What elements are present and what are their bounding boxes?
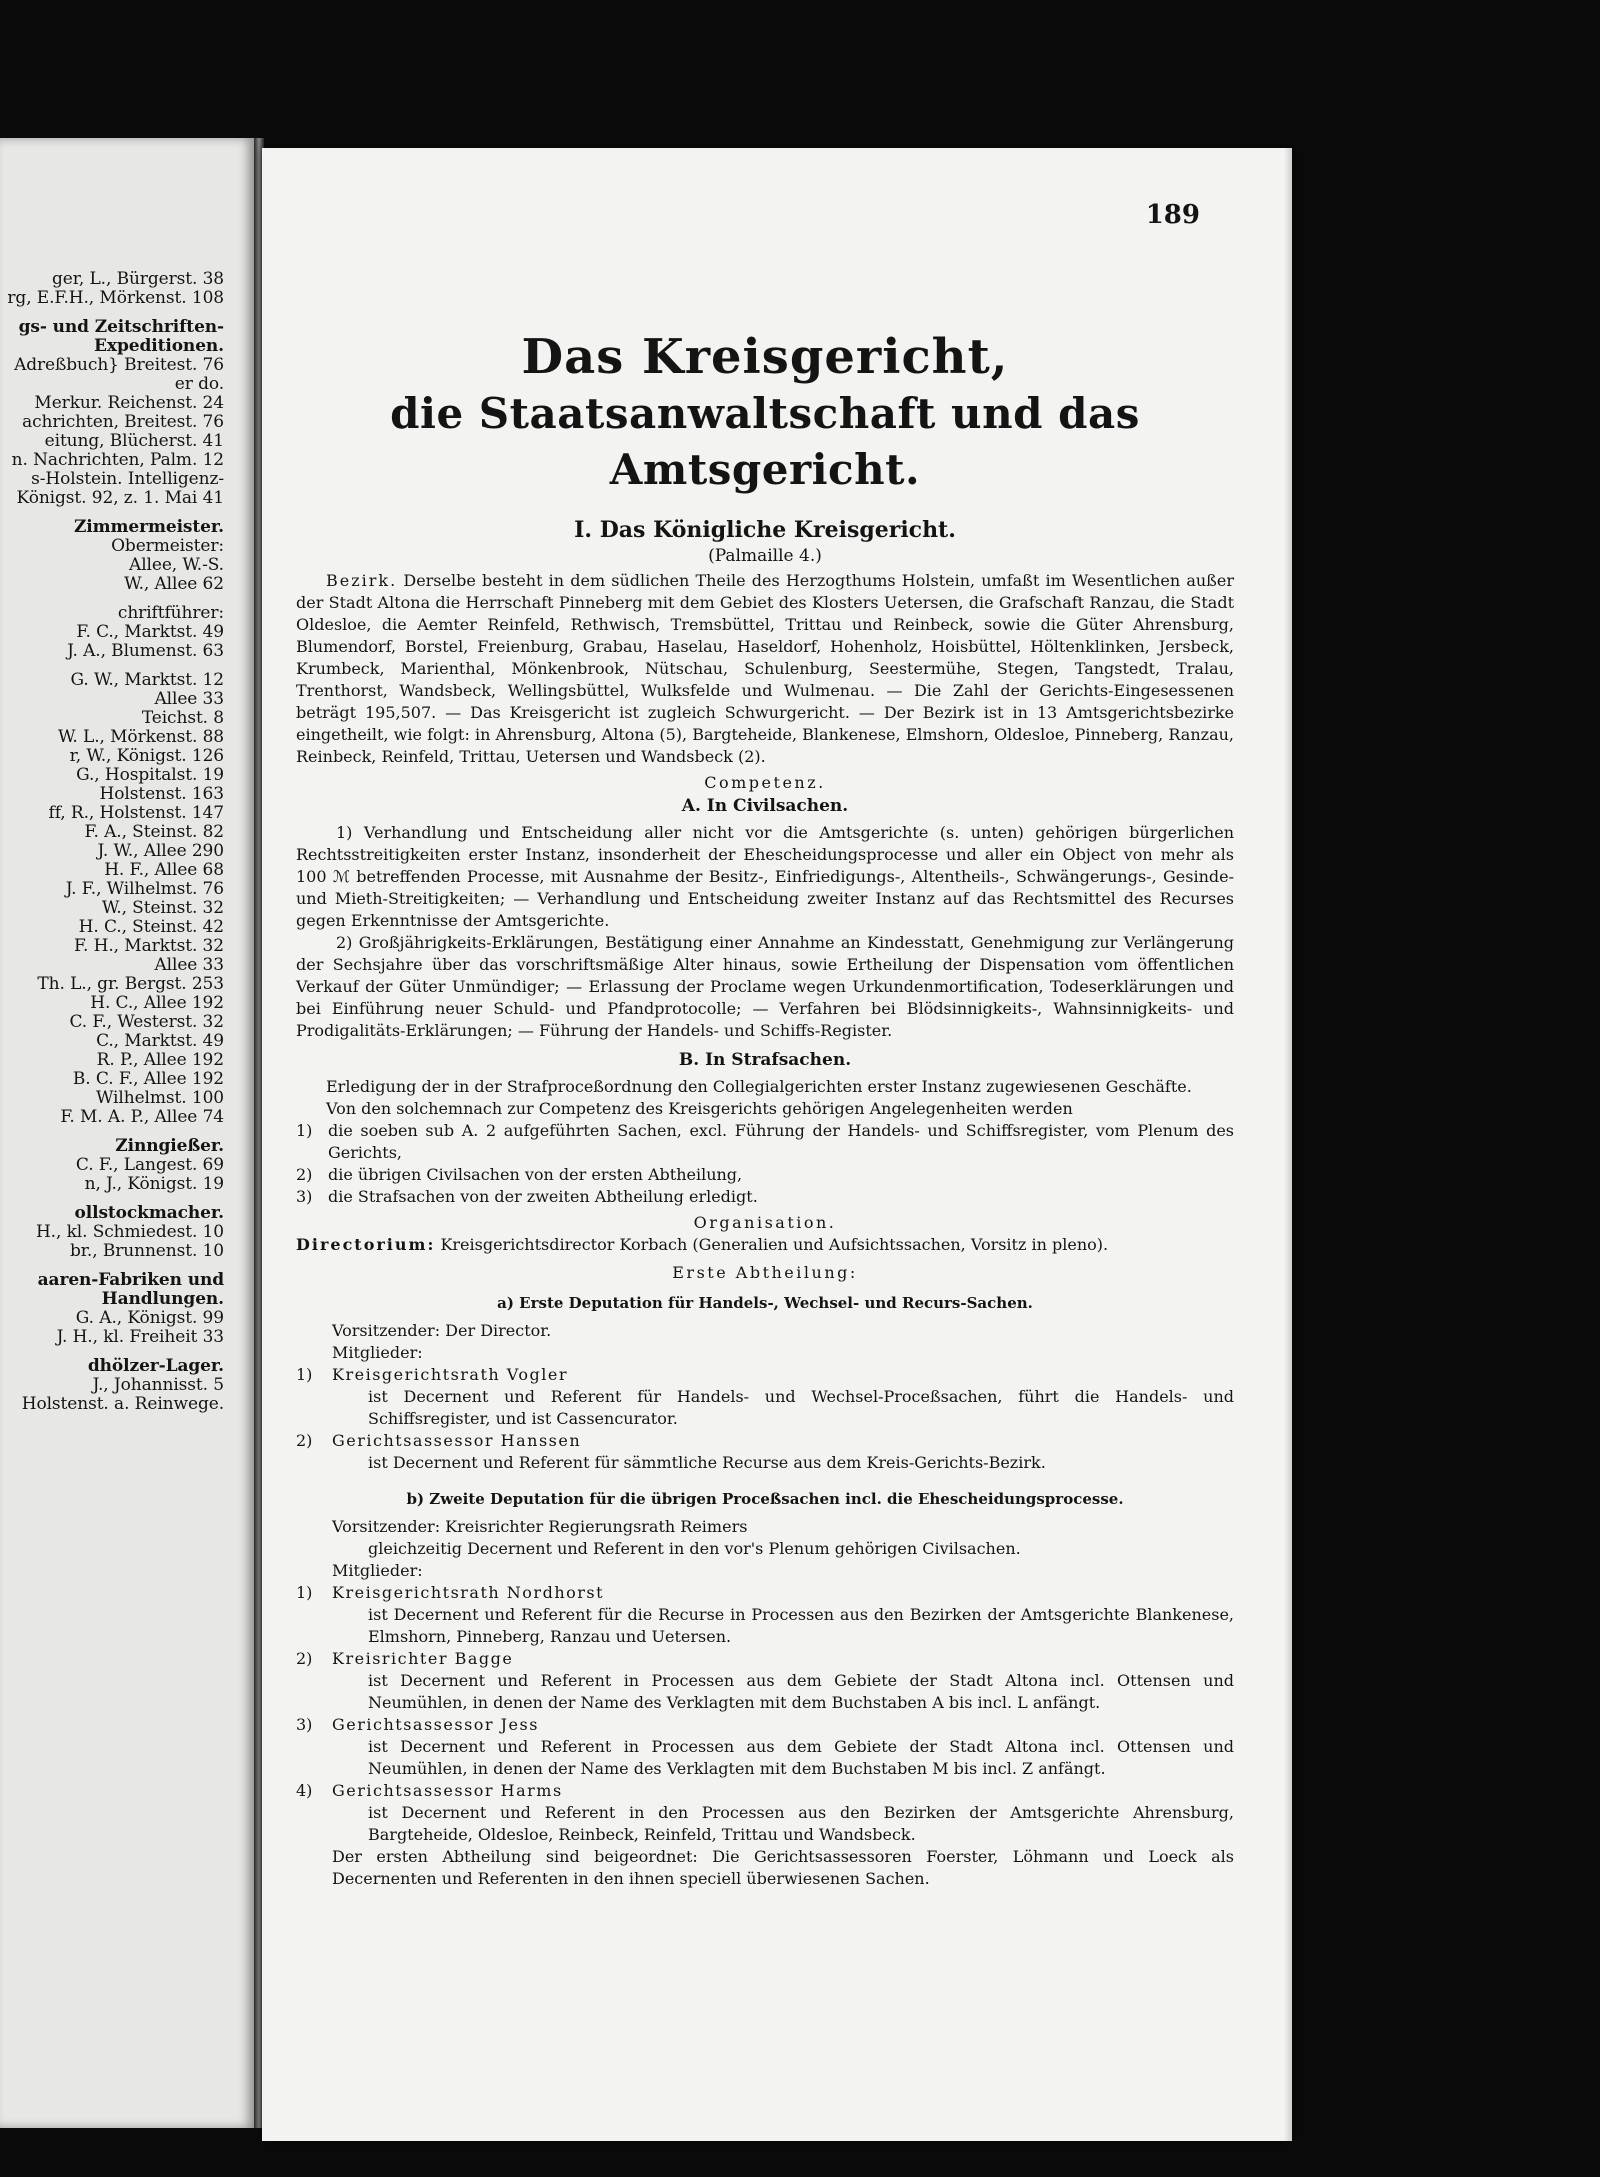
deputation-b-heading: b) Zweite Deputation für die übrigen Proceßsachen incl. die Ehescheidungsprocesse. xyxy=(406,1490,1124,1508)
deputation-b-members-label: Mitglieder: xyxy=(332,1561,423,1580)
member-entry xyxy=(296,1780,1234,1846)
previous-page-line: ff, R., Holstenst. 147 xyxy=(48,803,224,823)
member-number: 2) xyxy=(296,1649,313,1668)
previous-page-line: n, J., Königst. 19 xyxy=(84,1174,224,1194)
member-name: Gerichtsassessor Harms xyxy=(332,1781,563,1800)
member-name: Gerichtsassessor Jess xyxy=(332,1715,539,1734)
member-entry xyxy=(296,1582,1234,1648)
previous-page-line: Holstenst. a. Reinwege. xyxy=(21,1394,224,1414)
organisation-heading: Organisation. xyxy=(693,1213,837,1232)
member-description: ist Decernent und Referent in Processen aus dem Gebiete der Stadt Altona incl. Ottensen und Neumühlen, in denen der Name des Verklagten mit dem Buchstaben M bis incl. Z anfängt. xyxy=(368,1737,1234,1778)
member-entry xyxy=(296,1364,1234,1430)
first-department-heading: Erste Abtheilung: xyxy=(672,1263,858,1282)
previous-page-line: Th. L., gr. Bergst. 253 xyxy=(37,974,224,994)
deputation-a-members xyxy=(296,1364,1234,1474)
previous-page-line: eitung, Blücherst. 41 xyxy=(44,431,224,451)
member-description: ist Decernent und Referent in den Processen aus den Bezirken der Amtsgerichte Ahrensburg, Bargteheide, Oldesloe, Reinbeck, Reinfeld, Trittau und Wandsbeck. xyxy=(368,1803,1234,1844)
criminal-heading: B. In Strafsachen. xyxy=(678,1050,852,1070)
competenz-heading: Competenz. xyxy=(704,773,826,792)
previous-page-line: J. W., Allee 290 xyxy=(97,841,224,861)
previous-page-line: rg, E.F.H., Mörkenst. 108 xyxy=(7,288,224,308)
member-body xyxy=(332,1714,1234,1780)
deputation-a-heading: a) Erste Deputation für Handels-, Wechsel- und Recurs-Sachen. xyxy=(497,1294,1033,1312)
member-body xyxy=(332,1364,1234,1430)
previous-page-line: Obermeister: xyxy=(111,536,224,556)
previous-page-line: ollstockmacher. xyxy=(74,1203,224,1223)
previous-page-line: r, W., Königst. 126 xyxy=(69,746,224,766)
member-description: ist Decernent und Referent für Handels- und Wechsel-Proceßsachen, führt die Handels- und Schiffsregister, und ist Cassencurator. xyxy=(368,1387,1234,1428)
previous-page-line: G. A., Königst. 99 xyxy=(75,1308,224,1328)
page-title-line-1: Das Kreisgericht, xyxy=(521,329,1009,385)
section-heading: I. Das Königliche Kreisgericht. xyxy=(574,517,956,543)
previous-page-line: ger, L., Bürgerst. 38 xyxy=(51,269,224,289)
previous-page-line: chriftführer: xyxy=(117,603,224,623)
previous-page-line: J. H., kl. Freiheit 33 xyxy=(56,1327,224,1347)
previous-page-line: Handlungen. xyxy=(101,1289,224,1309)
previous-page-line: C., Marktst. 49 xyxy=(96,1031,224,1051)
member-number: 1) xyxy=(296,1583,313,1602)
deputation-a-chair: Vorsitzender: Der Director. xyxy=(332,1321,552,1340)
member-body xyxy=(332,1430,1234,1474)
previous-page-line: H. F., Allee 68 xyxy=(104,860,224,880)
previous-page-line: W., Steinst. 32 xyxy=(101,898,224,918)
previous-page-line: Allee, W.-S. xyxy=(129,555,224,575)
previous-page-line: G., Hospitalst. 19 xyxy=(76,765,224,785)
civil-heading: A. In Civilsachen. xyxy=(681,796,849,816)
directorium-label: Directorium: xyxy=(296,1235,436,1254)
previous-page-line: H. C., Allee 192 xyxy=(90,993,224,1013)
previous-page-line: br., Brunnenst. 10 xyxy=(69,1241,224,1261)
bezirk-paragraph xyxy=(296,570,1234,768)
criminal-list xyxy=(296,1120,1234,1208)
member-description: ist Decernent und Referent für sämmtliche Recurse aus dem Kreis-Gerichts-Bezirk. xyxy=(368,1453,1046,1472)
list-item xyxy=(296,1164,1234,1186)
previous-page-line: Zimmermeister. xyxy=(73,517,224,537)
page-number: 189 xyxy=(1145,200,1200,230)
directorium-line xyxy=(296,1234,1234,1256)
page-content xyxy=(296,328,1234,1890)
civil-paragraph-1: 1) Verhandlung und Entscheidung aller nicht vor die Amtsgerichte (s. unten) gehörigen bürgerlichen Rechtsstreitigkeiten erster Instanz, insonderheit der Ehescheidungsprocesse und aller ein Object von mehr als 100 ℳ betreffenden Processe, mit Ausnahme der Besitz-, Einfriedigungs-, Altentheils-, Schwängerungs-, Gesinde- und Mieth-Streitigkeiten; — Verhandlung und Entscheidung zweiter Instanz auf das Rechtsmittel des Recurses gegen Erkenntnisse der Amtsgerichte. xyxy=(296,823,1234,930)
bezirk-text: Derselbe besteht in dem südlichen Theile des Herzogthums Holstein, umfaßt im Wesentlichen außer der Stadt Altona die Herrschaft Pinneberg mit dem Gebiet des Klosters Uetersen, die Grafschaft Ranzau, die Stadt Oldesloe, die Aemter Reinfeld, Rethwisch, Tremsbüttel, Trittau und Reinbeck, sowie die Güter Ahrensburg, Blumendorf, Borstel, Freienburg, Grabau, Haselau, Haseldorf, Hohenholz, Hoisbüttel, Höltenklinken, Jersbeck, Krumbeck, Marienthal, Mönkenbrook, Nütschau, Schulenburg, Seestermühe, Stegen, Tangstedt, Tralau, Trenthorst, Wandsbeck, Wellingsbüttel, Wulksfelde und Wulmenau. — Die Zahl der Gerichts-Eingesessenen beträgt 195,507. — Das Kreisgericht ist zugleich Schwurgericht. — Der Bezirk ist in 13 Amtsgerichtsbezirke eingetheilt, wie folgt: in Ahrensburg, Altona (5), Bargteheide, Blankenese, Elmshorn, Oldesloe, Pinneberg, Ranzau, Reinbeck, Reinfeld, Trittau, Uetersen und Wandsbeck (2). xyxy=(296,571,1234,766)
member-name: Kreisgerichtsrath Vogler xyxy=(332,1365,568,1384)
member-entry xyxy=(296,1648,1234,1714)
member-entry xyxy=(296,1714,1234,1780)
closing-paragraph: Der ersten Abtheilung sind beigeordnet: Die Gerichtsassessoren Foerster, Löhmann und Loeck als Decernenten und Referenten in den ihnen speciell überwiesenen Sachen. xyxy=(332,1847,1234,1888)
member-number: 2) xyxy=(296,1431,313,1450)
previous-page-line: gs- und Zeitschriften- xyxy=(18,317,224,337)
previous-page-line: W., Allee 62 xyxy=(124,574,224,594)
deputation-b-members xyxy=(296,1582,1234,1846)
list-item-text: die Strafsachen von der zweiten Abtheilung erledigt. xyxy=(328,1187,758,1206)
member-description: ist Decernent und Referent in Processen aus dem Gebiete der Stadt Altona incl. Ottensen und Neumühlen, in denen der Name des Verklagten mit dem Buchstaben A bis incl. L anfängt. xyxy=(368,1671,1234,1712)
page-title-line-2: die Staatsanwaltschaft und das Amtsgericht. xyxy=(390,389,1140,494)
previous-page-line: aaren-Fabriken und xyxy=(37,1270,224,1290)
member-number: 1) xyxy=(296,1365,313,1384)
previous-page-line: Zinngießer. xyxy=(115,1136,224,1156)
previous-page-line: Teichst. 8 xyxy=(141,708,224,728)
criminal-paragraph-2: Von den solchemnach zur Competenz des Kreisgerichts gehörigen Angelegenheiten werden xyxy=(326,1099,1073,1118)
document-page xyxy=(262,148,1292,2141)
member-body xyxy=(332,1582,1234,1648)
previous-page-line: J., Johannisst. 5 xyxy=(92,1375,224,1395)
list-item-text: die soeben sub A. 2 aufgeführten Sachen, excl. Führung der Handels- und Schiffsregister, vom Plenum des Gerichts, xyxy=(328,1121,1234,1162)
previous-page-line: F. A., Steinst. 82 xyxy=(84,822,224,842)
member-number: 3) xyxy=(296,1715,313,1734)
list-item xyxy=(296,1120,1234,1164)
bezirk-label: Bezirk. xyxy=(326,571,398,590)
previous-page-line: Allee 33 xyxy=(154,689,224,709)
previous-page-line: Allee 33 xyxy=(154,955,224,975)
previous-page-line: Wilhelmst. 100 xyxy=(95,1088,224,1108)
page-edge xyxy=(1284,148,1292,2141)
member-number: 4) xyxy=(296,1781,313,1800)
list-item-number: 2) xyxy=(296,1165,313,1184)
previous-page-line: B. C. F., Allee 192 xyxy=(72,1069,224,1089)
previous-page-line: F. M. A. P., Allee 74 xyxy=(60,1107,224,1127)
previous-page-strip xyxy=(0,138,254,2128)
previous-page-line: Expeditionen. xyxy=(94,336,224,356)
member-name: Kreisgerichtsrath Nordhorst xyxy=(332,1583,605,1602)
directorium-text: Kreisgerichtsdirector Korbach (Generalien und Aufsichtssachen, Vorsitz in pleno). xyxy=(440,1235,1109,1254)
previous-page-line: er do. xyxy=(174,374,224,394)
member-body xyxy=(332,1648,1234,1714)
section-address: (Palmaille 4.) xyxy=(708,546,822,566)
list-item xyxy=(296,1186,1234,1208)
previous-page-line: s-Holstein. Intelligenz- xyxy=(31,469,224,489)
previous-page-line: dhölzer-Lager. xyxy=(87,1356,224,1376)
list-item-text: die übrigen Civilsachen von der ersten Abtheilung, xyxy=(328,1165,743,1184)
member-name: Gerichtsassessor Hanssen xyxy=(332,1431,582,1450)
previous-page-line: R. P., Allee 192 xyxy=(96,1050,224,1070)
civil-paragraph-2: 2) Großjährigkeits-Erklärungen, Bestätigung einer Annahme an Kindesstatt, Genehmigung zur Verlängerung der Sechsjahre über das vorschriftsmäßige Alter hinaus, sowie Ertheilung der Dispensation vom öffentlichen Verkauf der Güter Unmündiger; — Erlassung der Proclame wegen Urkundenmortification, Todeserklärungen und bei Einführung neuer Schuld- und Pfandprotocolle; — Verfahren bei Blödsinnigkeits-, Wahnsinnigkeits- und Prodigalitäts-Erklärungen; — Führung der Handels- und Schiffs-Register. xyxy=(296,933,1234,1040)
previous-page-line: H. C., Steinst. 42 xyxy=(78,917,224,937)
previous-page-line: J. A., Blumenst. 63 xyxy=(67,641,224,661)
previous-page-line: J. F., Wilhelmst. 76 xyxy=(65,879,224,899)
member-body xyxy=(332,1780,1234,1846)
previous-page-line: F. H., Marktst. 32 xyxy=(74,936,224,956)
member-entry xyxy=(296,1430,1234,1474)
member-description: ist Decernent und Referent für die Recurse in Processen aus den Bezirken der Amtsgerichte Blankenese, Elmshorn, Pinneberg, Ranzau und Uetersen. xyxy=(368,1605,1234,1646)
list-item-number: 1) xyxy=(296,1121,313,1140)
previous-page-line: Adreßbuch} Breitest. 76 xyxy=(14,355,224,375)
previous-page-text xyxy=(7,270,224,1414)
member-name: Kreisrichter Bagge xyxy=(332,1649,514,1668)
list-item-number: 3) xyxy=(296,1187,313,1206)
criminal-paragraph-1: Erledigung der in der Strafproceßordnung den Collegialgerichten erster Instanz zugewiesenen Geschäfte. xyxy=(326,1077,1192,1096)
previous-page-line: Merkur. Reichenst. 24 xyxy=(34,393,224,413)
deputation-b-chair: Vorsitzender: Kreisrichter Regierungsrath Reimers xyxy=(332,1517,748,1536)
previous-page-line: Königst. 92, z. 1. Mai 41 xyxy=(16,488,224,508)
previous-page-line: C. F., Langest. 69 xyxy=(75,1155,224,1175)
previous-page-line: F. C., Marktst. 49 xyxy=(76,622,224,642)
previous-page-line: achrichten, Breitest. 76 xyxy=(22,412,224,432)
deputation-a-members-label: Mitglieder: xyxy=(332,1343,423,1362)
previous-page-line: Holstenst. 163 xyxy=(99,784,224,804)
previous-page-line: C. F., Westerst. 32 xyxy=(69,1012,224,1032)
previous-page-line: n. Nachrichten, Palm. 12 xyxy=(11,450,224,470)
previous-page-line: H., kl. Schmiedest. 10 xyxy=(35,1222,224,1242)
previous-page-line: G. W., Marktst. 12 xyxy=(70,670,224,690)
previous-page-line: W. L., Mörkenst. 88 xyxy=(58,727,224,747)
deputation-b-chair-desc: gleichzeitig Decernent und Referent in den vor's Plenum gehörigen Civilsachen. xyxy=(368,1539,1021,1558)
